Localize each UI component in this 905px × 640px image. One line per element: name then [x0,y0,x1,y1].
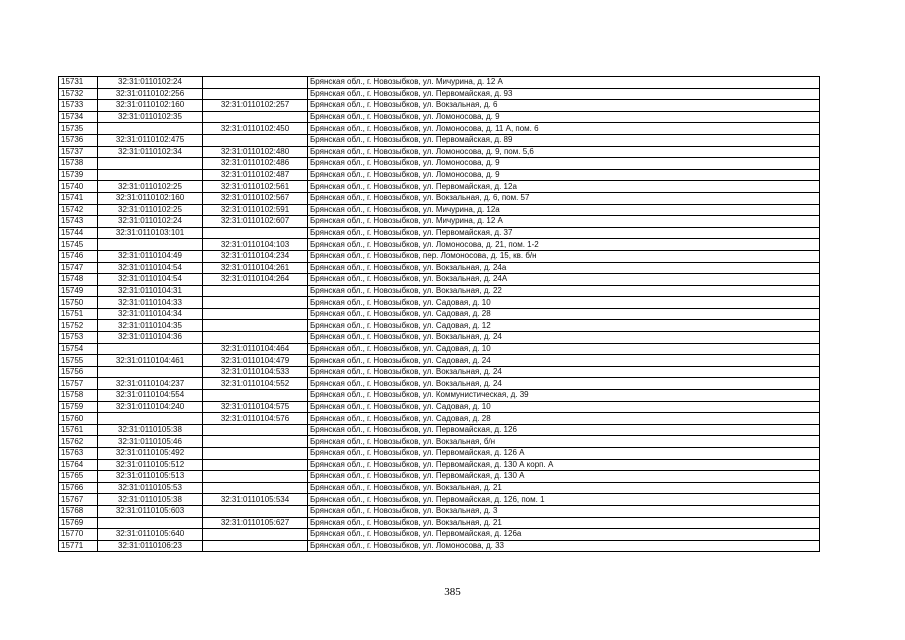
table-row [59,134,820,146]
related-cadastral-number-cell [203,297,308,309]
address-cell: Брянская обл., г. Новозыбков, ул. Вокзальная, б/н [308,436,820,448]
address-cell: Брянская обл., г. Новозыбков, ул. Вокзальная, д. 24 [308,332,820,344]
table-row [59,366,820,378]
row-number-cell: 15770 [59,529,98,541]
row-number-cell: 15763 [59,448,98,460]
table-row [59,332,820,344]
table-row [59,424,820,436]
table-row [59,343,820,355]
address-cell: Брянская обл., г. Новозыбков, ул. Садовая, д. 28 [308,413,820,425]
table-row [59,529,820,541]
related-cadastral-number-cell: 32:31:0110104:533 [203,366,308,378]
cadastral-number-cell: 32:31:0110104:54 [98,262,203,274]
related-cadastral-number-cell [203,471,308,483]
row-number-cell: 15755 [59,355,98,367]
table-row [59,320,820,332]
cadastral-number-cell: 32:31:0110102:160 [98,100,203,112]
row-number-cell: 15764 [59,459,98,471]
table-row [59,250,820,262]
table-row [59,517,820,529]
address-cell: Брянская обл., г. Новозыбков, ул. Первомайская, д. 126 [308,424,820,436]
cadastral-number-cell: 32:31:0110105:46 [98,436,203,448]
table-row [59,285,820,297]
table-row [59,181,820,193]
row-number-cell: 15768 [59,505,98,517]
row-number-cell: 15734 [59,111,98,123]
row-number-cell: 15732 [59,88,98,100]
table-body [59,77,820,552]
address-cell: Брянская обл., г. Новозыбков, ул. Вокзальная, д. 6 [308,100,820,112]
address-cell: Брянская обл., г. Новозыбков, ул. Садовая, д. 10 [308,343,820,355]
cadastral-number-cell: 32:31:0110104:35 [98,320,203,332]
cadastral-number-cell: 32:31:0110103:101 [98,227,203,239]
row-number-cell: 15752 [59,320,98,332]
address-cell: Брянская обл., г. Новозыбков, ул. Мичурина, д. 12а [308,204,820,216]
cadastral-number-cell: 32:31:0110104:31 [98,285,203,297]
related-cadastral-number-cell [203,320,308,332]
cadastral-number-cell: 32:31:0110102:25 [98,181,203,193]
row-number-cell: 15749 [59,285,98,297]
table-row [59,308,820,320]
related-cadastral-number-cell [203,505,308,517]
related-cadastral-number-cell [203,134,308,146]
cadastral-number-cell: 32:31:0110104:54 [98,274,203,286]
related-cadastral-number-cell [203,285,308,297]
row-number-cell: 15748 [59,274,98,286]
address-cell: Брянская обл., г. Новозыбков, ул. Вокзальная, д. 22 [308,285,820,297]
table-row [59,448,820,460]
row-number-cell: 15737 [59,146,98,158]
address-cell: Брянская обл., г. Новозыбков, ул. Первомайская, д. 126 А [308,448,820,460]
cadastral-number-cell: 32:31:0110104:34 [98,308,203,320]
related-cadastral-number-cell [203,459,308,471]
row-number-cell: 15739 [59,169,98,181]
row-number-cell: 15758 [59,390,98,402]
address-cell: Брянская обл., г. Новозыбков, ул. Вокзальная, д. 6, пом. 57 [308,192,820,204]
row-number-cell: 15746 [59,250,98,262]
cadastral-number-cell [98,343,203,355]
address-cell: Брянская обл., г. Новозыбков, ул. Вокзальная, д. 21 [308,482,820,494]
related-cadastral-number-cell: 32:31:0110102:450 [203,123,308,135]
row-number-cell: 15738 [59,158,98,170]
row-number-cell: 15766 [59,482,98,494]
row-number-cell: 15742 [59,204,98,216]
row-number-cell: 15745 [59,239,98,251]
cadastral-number-cell: 32:31:0110104:237 [98,378,203,390]
cadastral-number-cell: 32:31:0110106:23 [98,540,203,552]
cadastral-number-cell: 32:31:0110102:160 [98,192,203,204]
related-cadastral-number-cell: 32:31:0110102:257 [203,100,308,112]
related-cadastral-number-cell [203,436,308,448]
cadastral-number-cell: 32:31:0110104:554 [98,390,203,402]
address-cell: Брянская обл., г. Новозыбков, ул. Первомайская, д. 37 [308,227,820,239]
cadastral-number-cell: 32:31:0110104:36 [98,332,203,344]
cadastral-number-cell: 32:31:0110102:24 [98,77,203,89]
related-cadastral-number-cell: 32:31:0110104:261 [203,262,308,274]
address-cell: Брянская обл., г. Новозыбков, ул. Первомайская, д. 12а [308,181,820,193]
property-register-table [58,76,820,552]
related-cadastral-number-cell [203,77,308,89]
row-number-cell: 15735 [59,123,98,135]
row-number-cell: 15762 [59,436,98,448]
address-cell: Брянская обл., г. Новозыбков, ул. Садовая, д. 12 [308,320,820,332]
address-cell: Брянская обл., г. Новозыбков, ул. Ломоносова, д. 9 [308,111,820,123]
address-cell: Брянская обл., г. Новозыбков, ул. Мичурина, д. 12 А [308,216,820,228]
table-row [59,192,820,204]
table-row [59,482,820,494]
table-row [59,77,820,89]
cadastral-number-cell [98,517,203,529]
address-cell: Брянская обл., г. Новозыбков, ул. Ломоносова, д. 11 А, пом. 6 [308,123,820,135]
related-cadastral-number-cell [203,308,308,320]
cadastral-number-cell [98,366,203,378]
related-cadastral-number-cell: 32:31:0110104:479 [203,355,308,367]
table-row [59,494,820,506]
row-number-cell: 15733 [59,100,98,112]
cadastral-number-cell: 32:31:0110104:49 [98,250,203,262]
cadastral-number-cell: 32:31:0110105:38 [98,494,203,506]
address-cell: Брянская обл., г. Новозыбков, ул. Ломоносова, д. 9 [308,158,820,170]
row-number-cell: 15750 [59,297,98,309]
table-row [59,100,820,112]
table-row [59,540,820,552]
row-number-cell: 15769 [59,517,98,529]
cadastral-number-cell [98,413,203,425]
address-cell: Брянская обл., г. Новозыбков, ул. Ломоносова, д. 21, пом. 1-2 [308,239,820,251]
cadastral-number-cell [98,169,203,181]
table-row [59,169,820,181]
row-number-cell: 15731 [59,77,98,89]
table-row [59,262,820,274]
related-cadastral-number-cell [203,390,308,402]
row-number-cell: 15751 [59,308,98,320]
row-number-cell: 15736 [59,134,98,146]
row-number-cell: 15765 [59,471,98,483]
cadastral-number-cell: 32:31:0110102:25 [98,204,203,216]
cadastral-number-cell: 32:31:0110102:35 [98,111,203,123]
related-cadastral-number-cell: 32:31:0110102:561 [203,181,308,193]
row-number-cell: 15767 [59,494,98,506]
table-row [59,401,820,413]
table-row [59,158,820,170]
cadastral-number-cell: 32:31:0110102:256 [98,88,203,100]
cadastral-number-cell: 32:31:0110105:640 [98,529,203,541]
address-cell: Брянская обл., г. Новозыбков, ул. Первомайская, д. 130 А корп. А [308,459,820,471]
address-cell: Брянская обл., г. Новозыбков, ул. Вокзальная, д. 24А [308,274,820,286]
related-cadastral-number-cell: 32:31:0110102:486 [203,158,308,170]
page-number: 385 [444,586,461,598]
cadastral-number-cell: 32:31:0110105:513 [98,471,203,483]
row-number-cell: 15753 [59,332,98,344]
address-cell: Брянская обл., г. Новозыбков, ул. Садовая, д. 28 [308,308,820,320]
related-cadastral-number-cell: 32:31:0110104:464 [203,343,308,355]
address-cell: Брянская обл., г. Новозыбков, ул. Первомайская, д. 126а [308,529,820,541]
table-row [59,459,820,471]
related-cadastral-number-cell: 32:31:0110102:607 [203,216,308,228]
row-number-cell: 15741 [59,192,98,204]
table-row [59,390,820,402]
row-number-cell: 15760 [59,413,98,425]
address-cell: Брянская обл., г. Новозыбков, ул. Вокзальная, д. 24а [308,262,820,274]
row-number-cell: 15743 [59,216,98,228]
address-cell: Брянская обл., г. Новозыбков, ул. Первомайская, д. 130 А [308,471,820,483]
related-cadastral-number-cell [203,424,308,436]
address-cell: Брянская обл., г. Новозыбков, пер. Ломоносова, д. 15, кв. б/н [308,250,820,262]
address-cell: Брянская обл., г. Новозыбков, ул. Садовая, д. 10 [308,297,820,309]
related-cadastral-number-cell: 32:31:0110105:534 [203,494,308,506]
table-row [59,378,820,390]
table-row [59,88,820,100]
address-cell: Брянская обл., г. Новозыбков, ул. Садовая, д. 24 [308,355,820,367]
cadastral-number-cell: 32:31:0110105:492 [98,448,203,460]
table-row [59,471,820,483]
address-cell: Брянская обл., г. Новозыбков, ул. Мичурина, д. 12 А [308,77,820,89]
row-number-cell: 15761 [59,424,98,436]
address-cell: Брянская обл., г. Новозыбков, ул. Ломоносова, д. 9, пом. 5,6 [308,146,820,158]
row-number-cell: 15757 [59,378,98,390]
related-cadastral-number-cell [203,529,308,541]
related-cadastral-number-cell [203,482,308,494]
related-cadastral-number-cell [203,332,308,344]
cadastral-number-cell: 32:31:0110104:461 [98,355,203,367]
row-number-cell: 15756 [59,366,98,378]
related-cadastral-number-cell: 32:31:0110104:552 [203,378,308,390]
cadastral-number-cell: 32:31:0110105:603 [98,505,203,517]
address-cell: Брянская обл., г. Новозыбков, ул. Коммунистическая, д. 39 [308,390,820,402]
related-cadastral-number-cell [203,540,308,552]
row-number-cell: 15740 [59,181,98,193]
table-row [59,204,820,216]
address-cell: Брянская обл., г. Новозыбков, ул. Садовая, д. 10 [308,401,820,413]
table-row [59,297,820,309]
related-cadastral-number-cell: 32:31:0110104:103 [203,239,308,251]
cadastral-number-cell: 32:31:0110104:33 [98,297,203,309]
row-number-cell: 15754 [59,343,98,355]
address-cell: Брянская обл., г. Новозыбков, ул. Вокзальная, д. 24 [308,378,820,390]
related-cadastral-number-cell: 32:31:0110102:591 [203,204,308,216]
related-cadastral-number-cell [203,448,308,460]
address-cell: Брянская обл., г. Новозыбков, ул. Ломоносова, д. 9 [308,169,820,181]
related-cadastral-number-cell: 32:31:0110104:234 [203,250,308,262]
related-cadastral-number-cell [203,88,308,100]
address-cell: Брянская обл., г. Новозыбков, ул. Первомайская, д. 89 [308,134,820,146]
cadastral-number-cell: 32:31:0110102:24 [98,216,203,228]
table-row [59,436,820,448]
cadastral-number-cell [98,239,203,251]
related-cadastral-number-cell: 32:31:0110102:487 [203,169,308,181]
cadastral-number-cell: 32:31:0110104:240 [98,401,203,413]
related-cadastral-number-cell: 32:31:0110105:627 [203,517,308,529]
related-cadastral-number-cell [203,111,308,123]
address-cell: Брянская обл., г. Новозыбков, ул. Первомайская, д. 93 [308,88,820,100]
table-row [59,227,820,239]
table-row [59,505,820,517]
cadastral-number-cell: 32:31:0110105:53 [98,482,203,494]
table-row [59,111,820,123]
cadastral-number-cell: 32:31:0110105:38 [98,424,203,436]
related-cadastral-number-cell: 32:31:0110104:576 [203,413,308,425]
address-cell: Брянская обл., г. Новозыбков, ул. Вокзальная, д. 21 [308,517,820,529]
row-number-cell: 15759 [59,401,98,413]
table-row [59,413,820,425]
address-cell: Брянская обл., г. Новозыбков, ул. Первомайская, д. 126, пом. 1 [308,494,820,506]
cadastral-number-cell [98,123,203,135]
related-cadastral-number-cell: 32:31:0110102:567 [203,192,308,204]
table-row [59,274,820,286]
cadastral-number-cell: 32:31:0110102:34 [98,146,203,158]
related-cadastral-number-cell [203,227,308,239]
table-row [59,216,820,228]
row-number-cell: 15747 [59,262,98,274]
address-cell: Брянская обл., г. Новозыбков, ул. Вокзальная, д. 24 [308,366,820,378]
related-cadastral-number-cell: 32:31:0110102:480 [203,146,308,158]
address-cell: Брянская обл., г. Новозыбков, ул. Вокзальная, д. 3 [308,505,820,517]
table-row [59,355,820,367]
table-row [59,146,820,158]
row-number-cell: 15744 [59,227,98,239]
cadastral-number-cell: 32:31:0110105:512 [98,459,203,471]
cadastral-number-cell [98,158,203,170]
table-row [59,239,820,251]
row-number-cell: 15771 [59,540,98,552]
cadastral-number-cell: 32:31:0110102:475 [98,134,203,146]
table-row [59,123,820,135]
related-cadastral-number-cell: 32:31:0110104:264 [203,274,308,286]
related-cadastral-number-cell: 32:31:0110104:575 [203,401,308,413]
address-cell: Брянская обл., г. Новозыбков, ул. Ломоносова, д. 33 [308,540,820,552]
